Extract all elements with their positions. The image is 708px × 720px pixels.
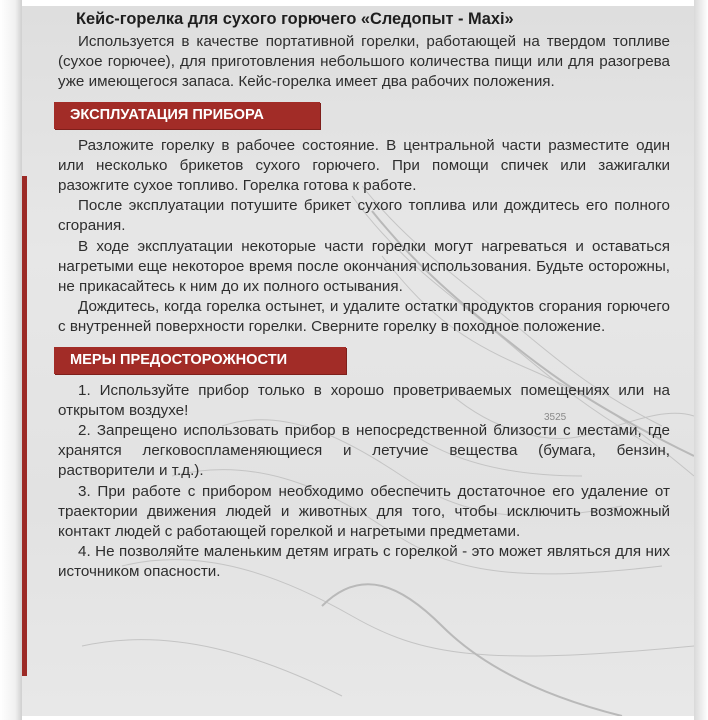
section-heading-precautions: МЕРЫ ПРЕДОСТОРОЖНОСТИ	[54, 347, 346, 374]
left-red-bar	[22, 176, 27, 676]
operation-paragraph-3: В ходе эксплуатации некоторые части горелки могут нагреваться и оставаться нагретыми еще некоторое время после окончания использования. Будьте осторожны, не прикасайтесь к ним до их полного остывания.	[58, 237, 670, 296]
precaution-item-2: 2. Запрещено использовать прибор в непосредственной близости с местами, где хранятся легковоспламеняющиеся и летучие вещества (бумага, бензин, растворители и т.д.).	[58, 422, 670, 480]
operation-paragraph-4: Дождитесь, когда горелка остынет, и удалите остатки продуктов сгорания горючего с внутренней поверхности горелки. Сверните горелку в походное положение.	[58, 298, 670, 336]
precaution-item-4: 4. Не позволяйте маленьким детям играть с горелкой - это может являться для них источником опасности.	[58, 543, 670, 581]
operation-paragraph-2: После эксплуатации потушите брикет сухого топлива или дождитесь его полного сгорания.	[58, 197, 670, 235]
section-heading-operation: ЭКСПЛУАТАЦИЯ ПРИБОРА	[54, 102, 320, 129]
intro-paragraph: Используется в качестве портативной горелки, работающей на твердом топливе (сухое горючее), для приготовления небольшого количества пищи или для разогрева уже имеющегося запаса. Кейс-горелка имеет два рабочих положения.	[58, 33, 670, 91]
operation-paragraph-1: Разложите горелку в рабочее состояние. В центральной части разместите один или несколько брикетов сухого горючего. При помощи спичек или зажигалки разожгите сухое топливо. Горелка готова к работе.	[58, 136, 670, 195]
page-edge-right	[694, 0, 708, 720]
map-label-3525: 3525	[544, 412, 567, 423]
document-content	[58, 8, 670, 583]
page-title: Кейс-горелка для сухого горючего «Следопыт - Maxi»	[76, 10, 514, 28]
precaution-item-1: 1. Используйте прибор только в хорошо проветриваемых помещениях или на открытом воздухе!	[58, 381, 670, 419]
precaution-item-3: 3. При работе с прибором необходимо обеспечить достаточное его удаление от траектории движения людей и животных для того, чтобы исключить возможный контакт людей с работающей горелкой и нагретыми предметами.	[58, 482, 670, 541]
page-edge-left	[0, 0, 22, 720]
